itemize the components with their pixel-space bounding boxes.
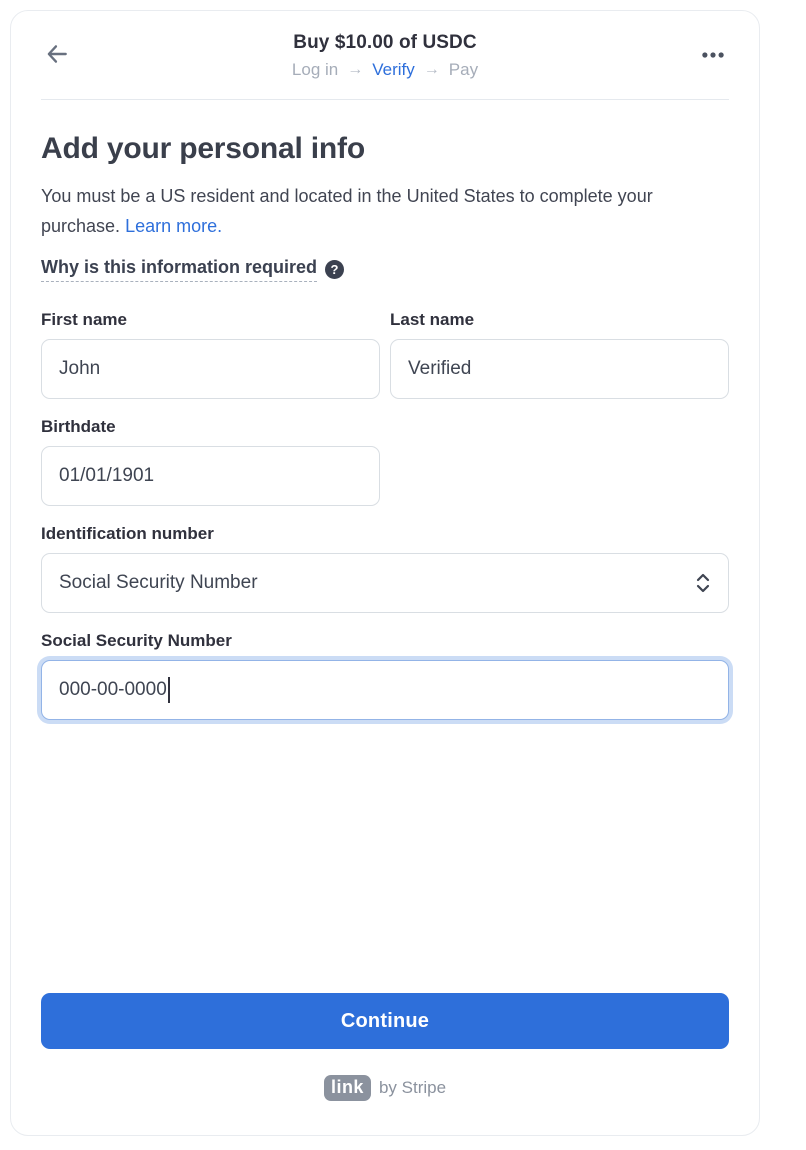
id-type-label: Identification number	[41, 524, 214, 543]
last-name-field-group	[390, 310, 729, 399]
ssn-field-group	[41, 631, 729, 720]
help-question-icon[interactable]: ?	[325, 260, 344, 279]
ssn-value: 000-00-0000	[59, 679, 167, 700]
overflow-menu-button[interactable]	[693, 35, 733, 75]
page-heading: Add your personal info	[41, 132, 365, 165]
id-type-field-group	[41, 524, 729, 613]
by-stripe-label: by Stripe	[378, 1078, 447, 1097]
breadcrumb-step-pay: Pay	[448, 60, 479, 79]
breadcrumb-arrow-icon: →	[347, 61, 364, 78]
breadcrumb-step-login: Log in	[291, 60, 339, 79]
ellipsis-icon	[700, 42, 726, 68]
back-button[interactable]	[37, 35, 77, 75]
first-name-field-group	[41, 310, 380, 399]
footer-brand	[41, 1075, 729, 1101]
page-title: Buy $10.00 of USDC	[293, 32, 477, 53]
id-type-select[interactable]	[41, 553, 729, 613]
link-logo: link	[324, 1075, 371, 1101]
ssn-label: Social Security Number	[41, 631, 232, 650]
intro-paragraph	[41, 181, 729, 241]
breadcrumb-step-verify: Verify	[372, 60, 415, 79]
main-content	[11, 100, 759, 1135]
text-cursor	[168, 677, 170, 703]
why-required-row	[41, 257, 729, 282]
ssn-input[interactable]	[41, 660, 729, 720]
why-required-link[interactable]: Why is this information required	[41, 257, 317, 282]
breadcrumb	[77, 60, 693, 80]
learn-more-link[interactable]: Learn more.	[125, 216, 223, 236]
chevron-up-down-icon	[695, 572, 711, 594]
breadcrumb-arrow-icon: →	[423, 61, 440, 78]
birthdate-input[interactable]	[41, 446, 380, 506]
header-title-block	[77, 30, 693, 80]
first-name-input[interactable]	[41, 339, 380, 399]
last-name-label: Last name	[390, 310, 475, 329]
back-arrow-icon	[44, 41, 70, 70]
birthdate-field-group	[41, 417, 380, 506]
first-name-label: First name	[41, 310, 127, 329]
name-fields-row	[41, 310, 729, 399]
header	[11, 11, 759, 99]
birthdate-label: Birthdate	[41, 417, 116, 436]
checkout-modal	[10, 10, 760, 1136]
continue-button[interactable]: Continue	[41, 993, 729, 1049]
id-type-selected-value: Social Security Number	[59, 572, 258, 593]
intro-text: You must be a US resident and located in the United States to complete your purchase.	[41, 186, 653, 236]
last-name-input[interactable]	[390, 339, 729, 399]
